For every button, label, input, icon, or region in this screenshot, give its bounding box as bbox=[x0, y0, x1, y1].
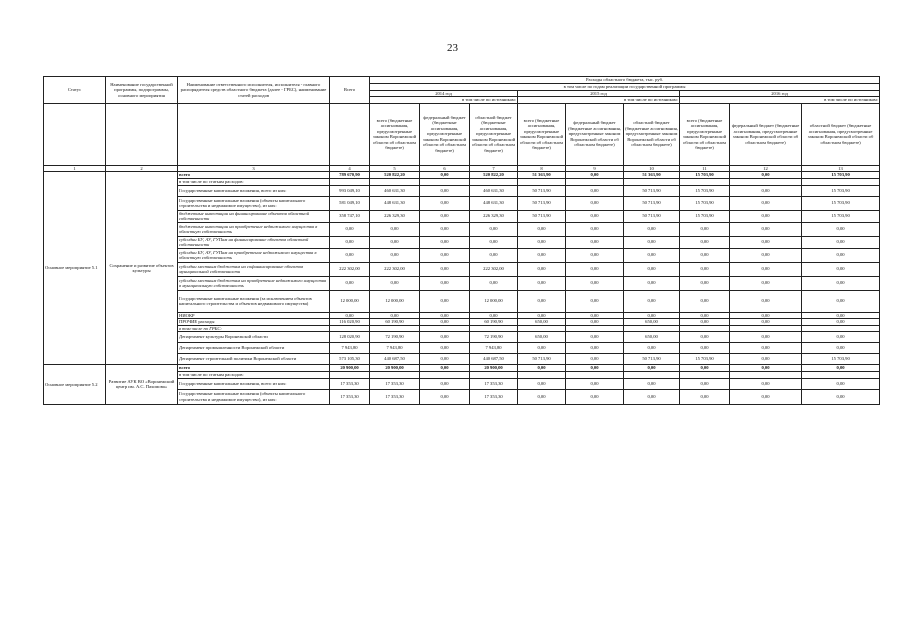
expense-item-label: Государственные капитальные вложения (объекты капитального строительства и недвижимое имущество), из них: bbox=[178, 389, 330, 404]
expense-item-label: Государственные капитальные вложения, всего из них: bbox=[178, 378, 330, 389]
status-cell: Основное мероприятие 5.1 bbox=[44, 172, 106, 365]
value-cell: 0,00 bbox=[680, 262, 730, 276]
expense-item-label: Государственные капитальные вложения (за исключением объектов капитального строительства и объектов недвижимого имущества) bbox=[178, 290, 330, 312]
value-cell: 0,00 bbox=[518, 343, 566, 354]
year-header-2016: 2016 год bbox=[680, 90, 880, 97]
value-cell: 72 190,90 bbox=[370, 332, 420, 343]
expense-item-label: субсидии местным бюджетам на софинансирование объектов муниципальной собственности bbox=[178, 262, 330, 276]
value-cell: 0,00 bbox=[330, 312, 370, 319]
year-header-2015: 2015 год bbox=[518, 90, 680, 97]
value-cell: 0,00 bbox=[730, 276, 802, 290]
value-cell: 448 631,30 bbox=[370, 196, 420, 210]
source-header: всего (бюджетные ассигнования, предусмотренные законом Воронежской области об областном бюджете) bbox=[518, 103, 566, 165]
column-index: 9 bbox=[566, 165, 624, 172]
value-cell: 650,00 bbox=[518, 332, 566, 343]
value-cell: 0,00 bbox=[624, 365, 680, 372]
program-header: Наименование государственной программы, подпрограммы, основного мероприятия bbox=[106, 77, 178, 104]
responsible-header: Наименование ответственного исполнителя, исполнителя - главного распорядителя средств областного бюджета (далее - ГРБС), наименование статей расходов bbox=[178, 77, 330, 104]
value-cell: 0,00 bbox=[680, 290, 730, 312]
value-cell: 0,00 bbox=[802, 290, 880, 312]
value-cell: 0,00 bbox=[420, 332, 470, 343]
value-cell: 0,00 bbox=[420, 290, 470, 312]
value-cell: 0,00 bbox=[420, 378, 470, 389]
column-index: 5 bbox=[370, 165, 420, 172]
value-cell: 0,00 bbox=[624, 343, 680, 354]
value-cell: 0,00 bbox=[518, 222, 566, 236]
value-cell: 650,00 bbox=[624, 319, 680, 326]
sources-subheader: в том числе по источникам: bbox=[518, 97, 680, 104]
expense-item-label: Департамент строительной политики Воронежской области bbox=[178, 354, 330, 365]
value-cell: 0,00 bbox=[420, 319, 470, 326]
value-cell: 12 000,00 bbox=[370, 290, 420, 312]
value-cell: 0,00 bbox=[566, 389, 624, 404]
value-cell: 0,00 bbox=[370, 312, 420, 319]
value-cell: 0,00 bbox=[802, 365, 880, 372]
value-cell: 0,00 bbox=[730, 196, 802, 210]
value-cell: 7 943,80 bbox=[370, 343, 420, 354]
value-cell: 0,00 bbox=[566, 248, 624, 262]
value-cell: 0,00 bbox=[680, 248, 730, 262]
value-cell: 0,00 bbox=[802, 222, 880, 236]
value-cell: 0,00 bbox=[730, 354, 802, 365]
value-cell: 0,00 bbox=[680, 343, 730, 354]
source-header: федеральный бюджет (бюджетные ассигнования, предусмотренные законом Воронежской области об областном бюджете) bbox=[566, 103, 624, 165]
expense-item-label: Государственные капитальные вложения (объекты капитального строительства и недвижимое имущество), из них: bbox=[178, 196, 330, 210]
column-index: 3 bbox=[178, 165, 330, 172]
value-cell: 0,00 bbox=[420, 389, 470, 404]
value-cell: 60 190,90 bbox=[370, 319, 420, 326]
expense-item-label: ПРОЧИЕ расходы bbox=[178, 319, 330, 326]
value-cell: 0,00 bbox=[802, 276, 880, 290]
value-cell: 128 020,90 bbox=[330, 332, 370, 343]
value-cell: 0,00 bbox=[330, 276, 370, 290]
value-cell: 789 670,90 bbox=[330, 172, 370, 179]
value-cell: 460 631,30 bbox=[470, 185, 518, 196]
value-cell: 50 713,90 bbox=[624, 196, 680, 210]
value-cell: 0,00 bbox=[730, 248, 802, 262]
value-cell: 20 900,00 bbox=[470, 365, 518, 372]
source-header: областной бюджет (бюджетные ассигнования, предусмотренные законом Воронежской области об областном бюджете) bbox=[624, 103, 680, 165]
column-index: 7 bbox=[470, 165, 518, 172]
value-cell: 12 000,00 bbox=[470, 290, 518, 312]
value-cell: 0,00 bbox=[730, 172, 802, 179]
value-cell: 15 703,90 bbox=[802, 210, 880, 222]
value-cell: 0,00 bbox=[566, 196, 624, 210]
expense-item-label: Государственные капитальные вложения, всего из них: bbox=[178, 185, 330, 196]
value-cell: 0,00 bbox=[566, 312, 624, 319]
value-cell: 573 105,30 bbox=[330, 354, 370, 365]
value-cell: 0,00 bbox=[420, 354, 470, 365]
value-cell: 0,00 bbox=[730, 222, 802, 236]
value-cell: 60 190,90 bbox=[470, 319, 518, 326]
value-cell: 0,00 bbox=[420, 262, 470, 276]
value-cell: 0,00 bbox=[420, 276, 470, 290]
value-cell: 0,00 bbox=[624, 290, 680, 312]
value-cell: 7 943,80 bbox=[470, 343, 518, 354]
value-cell: 15 703,90 bbox=[680, 172, 730, 179]
value-cell: 50 713,90 bbox=[518, 210, 566, 222]
value-cell: 0,00 bbox=[730, 185, 802, 196]
value-cell: 0,00 bbox=[624, 312, 680, 319]
value-cell: 15 703,90 bbox=[802, 185, 880, 196]
value-cell: 0,00 bbox=[730, 262, 802, 276]
value-cell: 15 703,90 bbox=[680, 185, 730, 196]
value-cell: 15 703,90 bbox=[802, 172, 880, 179]
value-cell: 0,00 bbox=[566, 319, 624, 326]
value-cell: 0,00 bbox=[566, 262, 624, 276]
value-cell: 0,00 bbox=[566, 222, 624, 236]
value-cell: 0,00 bbox=[802, 389, 880, 404]
value-cell: 0,00 bbox=[470, 248, 518, 262]
value-cell: 50 713,90 bbox=[518, 354, 566, 365]
value-cell: 20 900,00 bbox=[330, 365, 370, 372]
value-cell: 0,00 bbox=[730, 319, 802, 326]
value-cell: 0,00 bbox=[566, 343, 624, 354]
column-index: 10 bbox=[624, 165, 680, 172]
value-cell: 17 353,30 bbox=[470, 389, 518, 404]
value-cell: 0,00 bbox=[802, 332, 880, 343]
value-cell: 12 000,00 bbox=[330, 290, 370, 312]
value-cell: 0,00 bbox=[420, 365, 470, 372]
value-cell: 0,00 bbox=[470, 236, 518, 248]
value-cell: 0,00 bbox=[730, 236, 802, 248]
value-cell: 650,00 bbox=[624, 332, 680, 343]
value-cell: 0,00 bbox=[518, 290, 566, 312]
source-header: областной бюджет (бюджетные ассигнования, предусмотренные законом Воронежской области об областном бюджете) bbox=[802, 103, 880, 165]
value-cell: 0,00 bbox=[680, 365, 730, 372]
value-cell: 581 049,10 bbox=[330, 196, 370, 210]
budget-table bbox=[43, 76, 880, 405]
value-cell: 0,00 bbox=[470, 312, 518, 319]
value-cell: 0,00 bbox=[624, 236, 680, 248]
value-cell: 0,00 bbox=[730, 290, 802, 312]
value-cell: 116 020,90 bbox=[330, 319, 370, 326]
value-cell: 0,00 bbox=[518, 365, 566, 372]
value-cell: 0,00 bbox=[420, 236, 470, 248]
value-cell: 50 713,90 bbox=[518, 196, 566, 210]
expense-item-label: в том числе по ГРБС: bbox=[178, 325, 330, 332]
sources-subheader: в том числе по источникам: bbox=[680, 97, 880, 104]
value-cell: 358 747,10 bbox=[330, 210, 370, 222]
years-group-header: в том числе по годам реализации государственной программы bbox=[370, 84, 880, 91]
value-cell: 0,00 bbox=[624, 389, 680, 404]
column-index: 2 bbox=[106, 165, 178, 172]
value-cell: 17 353,30 bbox=[370, 389, 420, 404]
value-cell: 0,00 bbox=[420, 210, 470, 222]
value-cell: 0,00 bbox=[730, 365, 802, 372]
value-cell: 0,00 bbox=[518, 248, 566, 262]
value-cell: 222 302,00 bbox=[330, 262, 370, 276]
value-cell: 0,00 bbox=[730, 389, 802, 404]
value-cell: 0,00 bbox=[566, 210, 624, 222]
value-cell: 0,00 bbox=[566, 365, 624, 372]
value-cell: 0,00 bbox=[802, 343, 880, 354]
value-cell: 0,00 bbox=[370, 236, 420, 248]
column-index: 4 bbox=[330, 165, 370, 172]
value-cell: 0,00 bbox=[566, 332, 624, 343]
value-cell: 0,00 bbox=[802, 262, 880, 276]
value-cell: 50 713,90 bbox=[624, 185, 680, 196]
total-header: Всего bbox=[330, 77, 370, 104]
value-cell: 0,00 bbox=[730, 332, 802, 343]
value-cell: 0,00 bbox=[566, 172, 624, 179]
value-cell: 0,00 bbox=[420, 312, 470, 319]
expense-item-label: всего bbox=[178, 172, 330, 179]
value-cell: 0,00 bbox=[624, 262, 680, 276]
value-cell: 0,00 bbox=[680, 378, 730, 389]
value-cell: 0,00 bbox=[566, 185, 624, 196]
expense-item-label: в том числе по статьям расходов: bbox=[178, 372, 330, 379]
source-header: всего (бюджетные ассигнования, предусмотренные законом Воронежской области об областном бюджете) bbox=[680, 103, 730, 165]
value-cell: 51 363,90 bbox=[624, 172, 680, 179]
value-cell: 0,00 bbox=[566, 276, 624, 290]
source-header: федеральный бюджет (бюджетные ассигнования, предусмотренные законом Воронежской области об областном бюджете) bbox=[420, 103, 470, 165]
value-cell: 0,00 bbox=[566, 378, 624, 389]
sources-subheader: в том числе по источникам: bbox=[370, 97, 518, 104]
value-cell: 0,00 bbox=[470, 276, 518, 290]
value-cell: 0,00 bbox=[420, 248, 470, 262]
value-cell: 50 713,90 bbox=[518, 185, 566, 196]
value-cell: 0,00 bbox=[518, 389, 566, 404]
value-cell: 15 703,90 bbox=[680, 196, 730, 210]
value-cell: 520 822,20 bbox=[470, 172, 518, 179]
status-header: Статус bbox=[44, 77, 106, 104]
value-cell: 20 900,00 bbox=[370, 365, 420, 372]
status-cell: Основное мероприятие 5.2 bbox=[44, 365, 106, 405]
column-index: 12 bbox=[730, 165, 802, 172]
source-header: всего (бюджетные ассигнования, предусмотренные законом Воронежской области об областном бюджете) bbox=[370, 103, 420, 165]
value-cell: 0,00 bbox=[420, 196, 470, 210]
value-cell: 0,00 bbox=[420, 222, 470, 236]
value-cell: 0,00 bbox=[370, 276, 420, 290]
value-cell: 0,00 bbox=[566, 236, 624, 248]
value-cell: 0,00 bbox=[730, 343, 802, 354]
value-cell: 0,00 bbox=[518, 378, 566, 389]
value-cell: 0,00 bbox=[470, 222, 518, 236]
value-cell: 650,00 bbox=[518, 319, 566, 326]
value-cell: 0,00 bbox=[624, 222, 680, 236]
value-cell: 0,00 bbox=[624, 378, 680, 389]
value-cell: 0,00 bbox=[518, 276, 566, 290]
value-cell: 15 703,90 bbox=[802, 354, 880, 365]
value-cell: 0,00 bbox=[680, 319, 730, 326]
value-cell: 0,00 bbox=[802, 319, 880, 326]
value-cell: 0,00 bbox=[330, 236, 370, 248]
value-cell: 15 703,90 bbox=[680, 354, 730, 365]
expense-item-label: всего bbox=[178, 365, 330, 372]
expense-item-label: субсидии местным бюджетам на приобретение недвижимого имущества в муниципальную собственность bbox=[178, 276, 330, 290]
value-cell: 993 049,10 bbox=[330, 185, 370, 196]
expense-item-label: бюджетные инвестиции на приобретение недвижимого имущества в областную собственность bbox=[178, 222, 330, 236]
value-cell: 50 713,90 bbox=[624, 354, 680, 365]
value-cell: 0,00 bbox=[624, 248, 680, 262]
value-cell: 0,00 bbox=[624, 276, 680, 290]
expense-item-label: бюджетные инвестиции на финансирование объектов областной собственности bbox=[178, 210, 330, 222]
value-cell: 0,00 bbox=[420, 185, 470, 196]
value-cell: 17 353,30 bbox=[470, 378, 518, 389]
value-cell: 15 703,90 bbox=[680, 210, 730, 222]
value-cell: 51 363,90 bbox=[518, 172, 566, 179]
value-cell: 0,00 bbox=[730, 312, 802, 319]
value-cell: 0,00 bbox=[566, 354, 624, 365]
column-index: 11 bbox=[680, 165, 730, 172]
value-cell: 0,00 bbox=[370, 248, 420, 262]
value-cell: 448 631,30 bbox=[470, 196, 518, 210]
value-cell: 0,00 bbox=[680, 389, 730, 404]
value-cell: 0,00 bbox=[680, 332, 730, 343]
value-cell: 0,00 bbox=[802, 312, 880, 319]
source-header: федеральный бюджет (бюджетные ассигнования, предусмотренные законом Воронежской области об областном бюджете) bbox=[730, 103, 802, 165]
value-cell: 17 353,30 bbox=[330, 389, 370, 404]
value-cell: 0,00 bbox=[330, 222, 370, 236]
value-cell: 0,00 bbox=[680, 222, 730, 236]
value-cell: 440 687,50 bbox=[370, 354, 420, 365]
program-cell: Развитие АУК ВО «Воронежский центр им. А.С. Пахомова» bbox=[106, 365, 178, 405]
value-cell: 0,00 bbox=[518, 236, 566, 248]
year-header-2014: 2014 год bbox=[370, 90, 518, 97]
page-number: 23 bbox=[447, 42, 458, 54]
value-cell: 440 687,50 bbox=[470, 354, 518, 365]
column-index: 13 bbox=[802, 165, 880, 172]
value-cell: 0,00 bbox=[802, 378, 880, 389]
column-index: 1 bbox=[44, 165, 106, 172]
expense-item-label: в том числе по статьям расходов: bbox=[178, 179, 330, 186]
expense-item-label: субсидии БУ, АУ, ГУПам на финансирование объектов областной собственности bbox=[178, 236, 330, 248]
value-cell: 15 703,90 bbox=[802, 196, 880, 210]
value-cell: 0,00 bbox=[730, 378, 802, 389]
value-cell: 0,00 bbox=[680, 236, 730, 248]
value-cell: 520 822,20 bbox=[370, 172, 420, 179]
value-cell: 50 713,90 bbox=[624, 210, 680, 222]
value-cell: 226 329,30 bbox=[370, 210, 420, 222]
table-row bbox=[44, 365, 880, 372]
column-index: 6 bbox=[420, 165, 470, 172]
value-cell: 0,00 bbox=[518, 312, 566, 319]
expense-item-label: субсидии БУ, АУ, ГУПам на приобретение недвижимого имущества в областную собственность bbox=[178, 248, 330, 262]
expense-item-label: Департамент культуры Воронежской области bbox=[178, 332, 330, 343]
value-cell: 0,00 bbox=[680, 276, 730, 290]
column-index: 8 bbox=[518, 165, 566, 172]
value-cell: 0,00 bbox=[566, 290, 624, 312]
value-cell: 0,00 bbox=[802, 236, 880, 248]
value-cell: 17 353,30 bbox=[330, 378, 370, 389]
value-cell: 0,00 bbox=[330, 248, 370, 262]
expense-item-label: Департамент промышленности Воронежской области bbox=[178, 343, 330, 354]
value-cell: 222 302,00 bbox=[470, 262, 518, 276]
value-cell: 0,00 bbox=[420, 172, 470, 179]
value-cell: 222 302,00 bbox=[370, 262, 420, 276]
program-cell: Сохранение и развитие объектов культуры bbox=[106, 172, 178, 365]
expenses-group-header: Расходы областного бюджета, тыс. руб. bbox=[370, 77, 880, 84]
value-cell: 7 943,80 bbox=[330, 343, 370, 354]
value-cell: 17 353,30 bbox=[370, 378, 420, 389]
value-cell: 0,00 bbox=[370, 222, 420, 236]
value-cell: 0,00 bbox=[420, 343, 470, 354]
expense-item-label: НИОКР bbox=[178, 312, 330, 319]
source-header: областной бюджет (бюджетные ассигнования, предусмотренные законом Воронежской области об областном бюджете) bbox=[470, 103, 518, 165]
value-cell: 0,00 bbox=[802, 248, 880, 262]
table-row bbox=[44, 172, 880, 179]
value-cell: 72 190,90 bbox=[470, 332, 518, 343]
value-cell: 0,00 bbox=[680, 312, 730, 319]
value-cell: 226 329,30 bbox=[470, 210, 518, 222]
value-cell: 0,00 bbox=[518, 262, 566, 276]
value-cell: 0,00 bbox=[730, 210, 802, 222]
value-cell: 460 631,30 bbox=[370, 185, 420, 196]
